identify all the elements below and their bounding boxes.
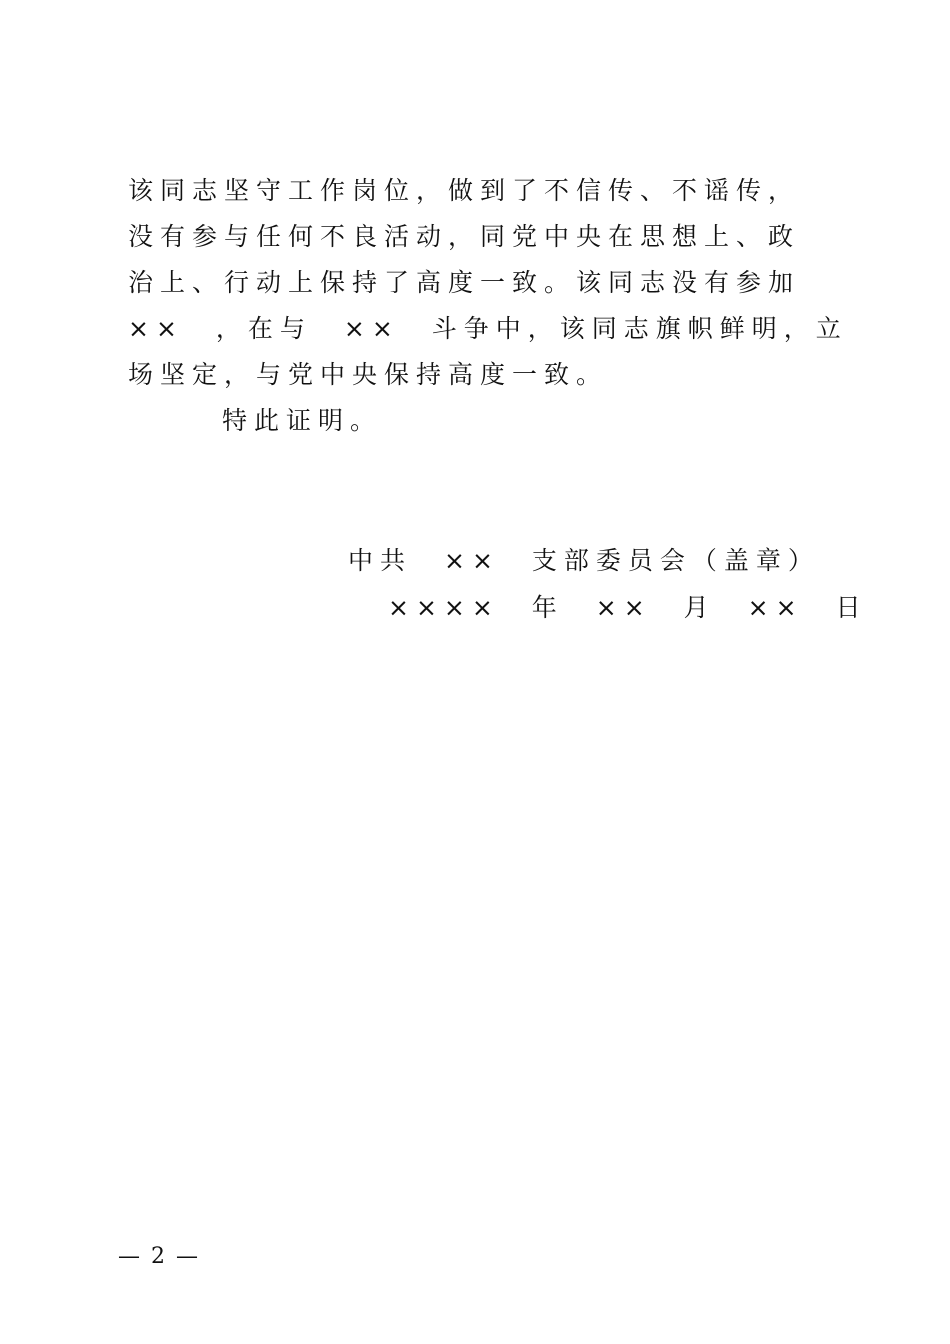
paragraph-line-1: 该同志坚守工作岗位，做到了不信传、不谣传， <box>128 176 801 205</box>
certificate-body <box>128 168 848 444</box>
paragraph-line-2: 没有参与任何不良活动，同党中央在思想上、政 <box>128 222 801 251</box>
closing-statement: 特此证明。 <box>222 406 383 435</box>
paragraph-line-3: 治上、行动上保持了高度一致。该同志没有参加 <box>128 268 801 297</box>
signature-organization: 中共 ×× 支部委员会（盖章） <box>348 546 820 575</box>
paragraph-line-4: ×× ，在与 ×× 斗争中，该同志旗帜鲜明，立 <box>128 314 848 343</box>
page-number: — 2 — <box>118 1244 200 1269</box>
paragraph-line-5: 场坚定，与党中央保持高度一致。 <box>128 360 609 389</box>
signature-date: ×××× 年 ×× 月 ×× 日 <box>388 593 868 622</box>
